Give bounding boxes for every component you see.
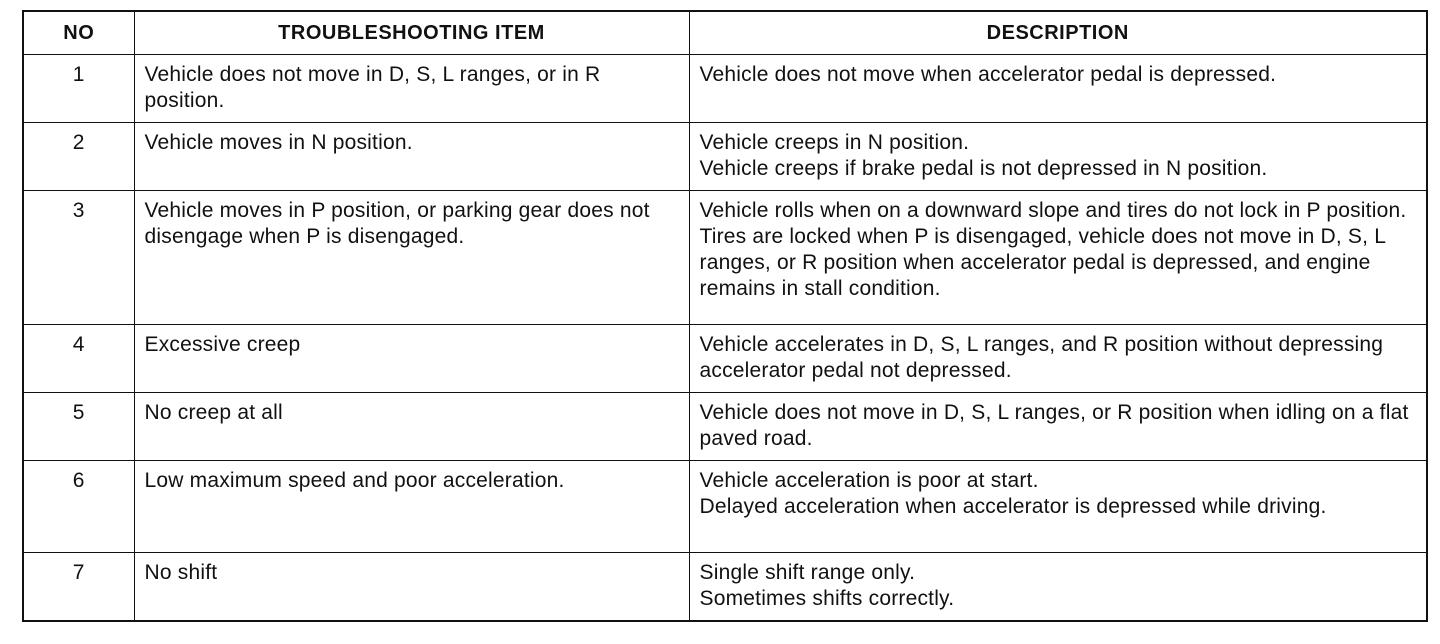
table-row	[23, 191, 1427, 325]
description-line: Sometimes shifts correctly.	[699, 587, 955, 610]
description-line: Vehicle does not move in D, S, L ranges, or R position when idling on a flat paved road.	[699, 401, 1409, 450]
troubleshooting-item: Vehicle moves in P position, or parking gear does not disengage when P is disengaged.	[134, 191, 689, 325]
description-line: Vehicle creeps if brake pedal is not depressed in N position.	[699, 157, 1268, 180]
description	[689, 325, 1427, 393]
row-number: 5	[23, 393, 134, 461]
row-number: 3	[23, 191, 134, 325]
table-header	[23, 11, 1427, 55]
troubleshooting-table	[22, 10, 1428, 622]
header-description: DESCRIPTION	[689, 11, 1427, 55]
description	[689, 123, 1427, 191]
table-row	[23, 461, 1427, 553]
description-line: Vehicle creeps in N position.	[699, 131, 970, 154]
header-troubleshooting-item: TROUBLESHOOTING ITEM	[134, 11, 689, 55]
troubleshooting-item: Low maximum speed and poor acceleration.	[134, 461, 689, 553]
row-number: 6	[23, 461, 134, 553]
troubleshooting-item: Vehicle does not move in D, S, L ranges, or in R position.	[134, 55, 689, 123]
troubleshooting-item: No shift	[134, 553, 689, 622]
table-row	[23, 393, 1427, 461]
table-row	[23, 325, 1427, 393]
row-number: 4	[23, 325, 134, 393]
header-no: NO	[23, 11, 134, 55]
table-body	[23, 55, 1427, 622]
description-line: Tires are locked when P is disengaged, vehicle does not move in D, S, L ranges, or R position when accelerator pedal is depressed, and engine remains in stall condition.	[699, 225, 1386, 300]
row-number: 7	[23, 553, 134, 622]
table-row	[23, 553, 1427, 622]
description-line: Vehicle accelerates in D, S, L ranges, and R position without depressing accelerator pedal not depressed.	[699, 333, 1384, 382]
table-row	[23, 123, 1427, 191]
description	[689, 461, 1427, 553]
description	[689, 191, 1427, 325]
description	[689, 393, 1427, 461]
description	[689, 55, 1427, 123]
description	[689, 553, 1427, 622]
troubleshooting-item: Vehicle moves in N position.	[134, 123, 689, 191]
row-number: 2	[23, 123, 134, 191]
header-row	[23, 11, 1427, 55]
description-line: Single shift range only.	[699, 561, 916, 584]
description-line: Delayed acceleration when accelerator is depressed while driving.	[699, 495, 1327, 518]
table-row	[23, 55, 1427, 123]
description-line: Vehicle rolls when on a downward slope and tires do not lock in P position.	[699, 199, 1407, 222]
troubleshooting-item: No creep at all	[134, 393, 689, 461]
description-line: Vehicle does not move when accelerator pedal is depressed.	[699, 63, 1277, 86]
row-number: 1	[23, 55, 134, 123]
description-line: Vehicle acceleration is poor at start.	[699, 469, 1039, 492]
troubleshooting-item: Excessive creep	[134, 325, 689, 393]
